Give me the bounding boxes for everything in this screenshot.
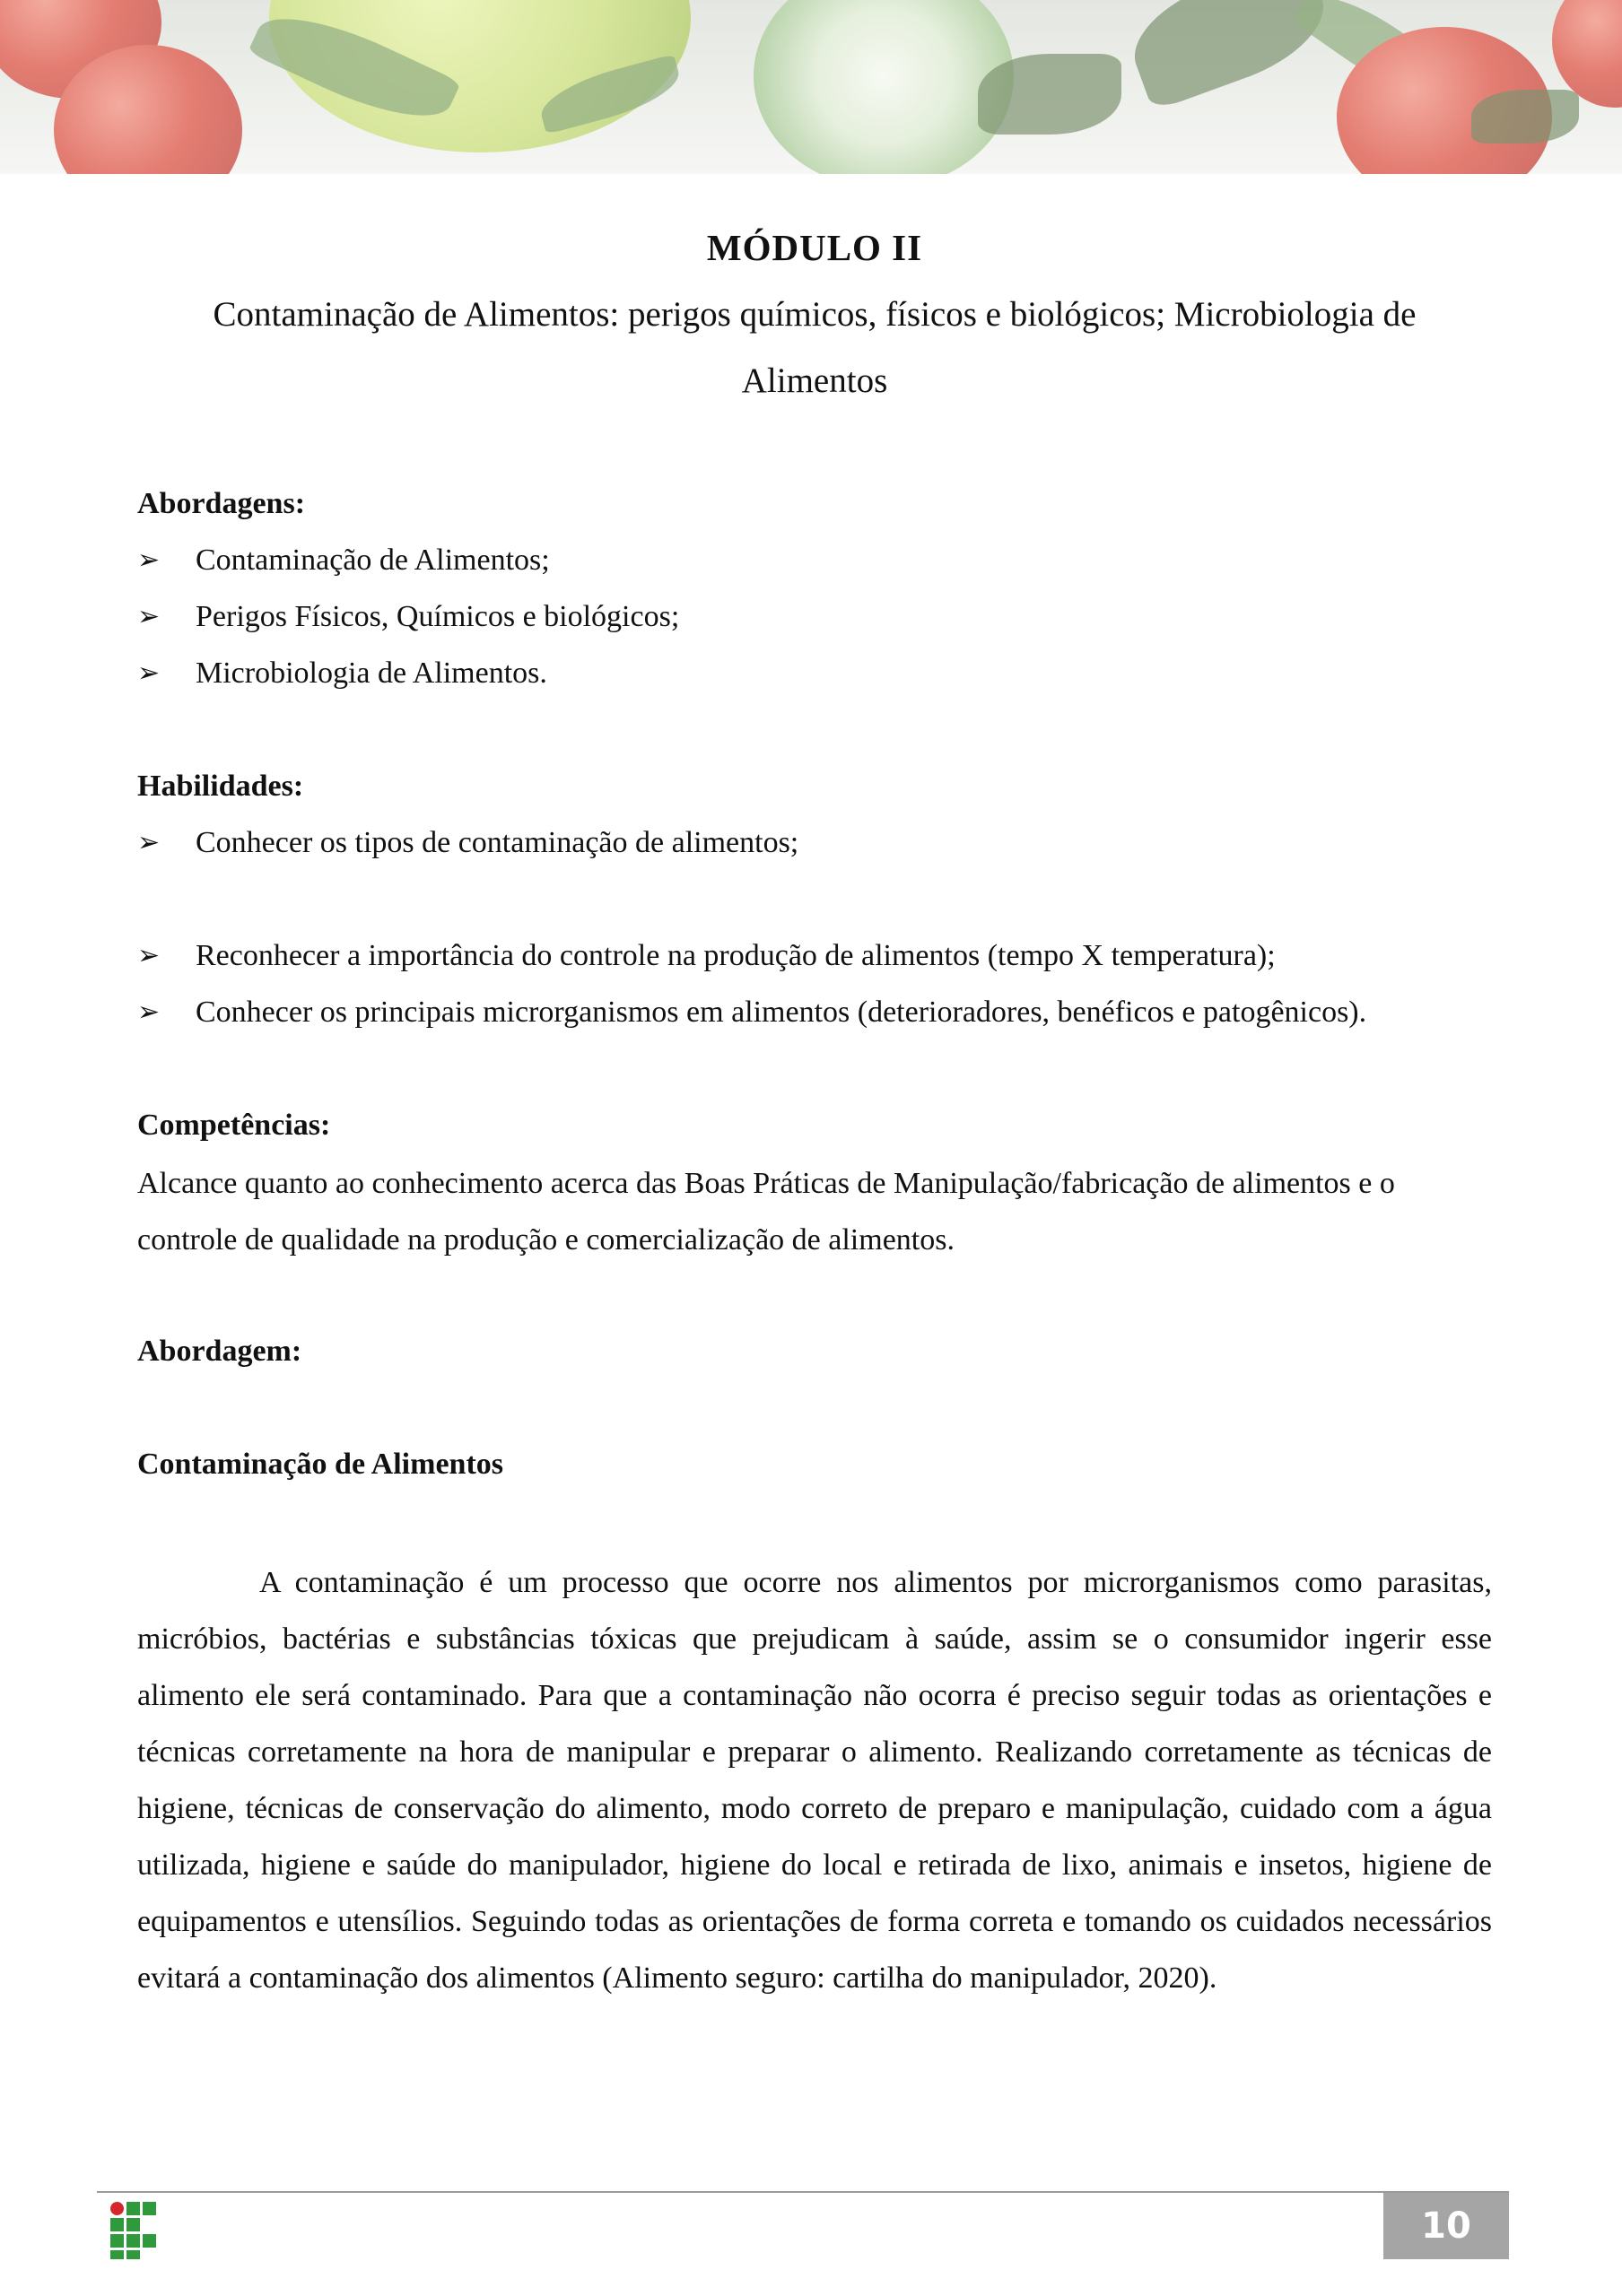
footer-divider — [97, 2191, 1509, 2193]
institute-logo-icon — [110, 2202, 157, 2259]
arrow-bullet-icon: ➢ — [137, 828, 161, 857]
page-number: 10 — [1383, 2193, 1509, 2259]
header-banner-image — [0, 0, 1622, 174]
module-title: MÓDULO II — [706, 227, 923, 268]
list-item-text: Reconhecer a importância do controle na produção de alimentos (tempo X temperatura); — [196, 939, 1276, 972]
arrow-bullet-icon: ➢ — [137, 658, 161, 688]
abordagem-heading: Abordagem: — [137, 1335, 302, 1368]
module-subtitle-line2: Alimentos — [741, 361, 888, 400]
list-item-text: Conhecer os principais microrganismos em alimentos (deterioradores, benéficos e patogênicos). — [196, 996, 1367, 1029]
list-item-text: Perigos Físicos, Químicos e biológicos; — [196, 600, 680, 633]
arrow-bullet-icon: ➢ — [137, 545, 161, 575]
list-item-text: Microbiologia de Alimentos. — [196, 657, 547, 690]
list-item-text: Conhecer os tipos de contaminação de alimentos; — [196, 826, 799, 859]
competencias-heading: Competências: — [137, 1109, 331, 1142]
habilidades-heading: Habilidades: — [137, 770, 304, 803]
list-item-text: Contaminação de Alimentos; — [196, 544, 550, 577]
arrow-bullet-icon: ➢ — [137, 941, 161, 970]
module-subtitle-line1: Contaminação de Alimentos: perigos químicos, físicos e biológicos; Microbiologia de — [213, 295, 1417, 334]
arrow-bullet-icon: ➢ — [137, 602, 161, 631]
competencias-text: Alcance quanto ao conhecimento acerca das Boas Práticas de Manipulação/fabricação de alimentos e o controle de qualidade na produção e comercialização de alimentos. — [137, 1167, 1395, 1257]
abordagens-heading: Abordagens: — [137, 487, 306, 520]
section-subheading: Contaminação de Alimentos — [137, 1448, 503, 1481]
arrow-bullet-icon: ➢ — [137, 997, 161, 1027]
paragraph-text: A contaminação é um processo que ocorre nos alimentos por microrganismos como parasitas, micróbios, bactérias e substâncias tóxicas que prejudicam à saúde, assim se o consumidor ingerir esse alimento ele será contaminado. Para que a contaminação não ocorra é preciso seguir todas as orientações e técnicas corretamente na hora de manipular e preparar o alimento. Realizando corretamente as técnicas de higiene, técnicas de conservação do alimento, modo correto de preparo e manipulação, cuidado com a água utilizada, higiene e saúde do manipulador, higiene do local e retirada de lixo, animais e insetos, higiene de equipamentos e utensílios. Seguindo todas as orientações de forma correta e tomando os cuidados necessários evitará a contaminação dos alimentos (Alimento seguro: cartilha do manipulador, 2020). — [137, 1566, 1492, 1995]
body-paragraph — [137, 1554, 1492, 2006]
